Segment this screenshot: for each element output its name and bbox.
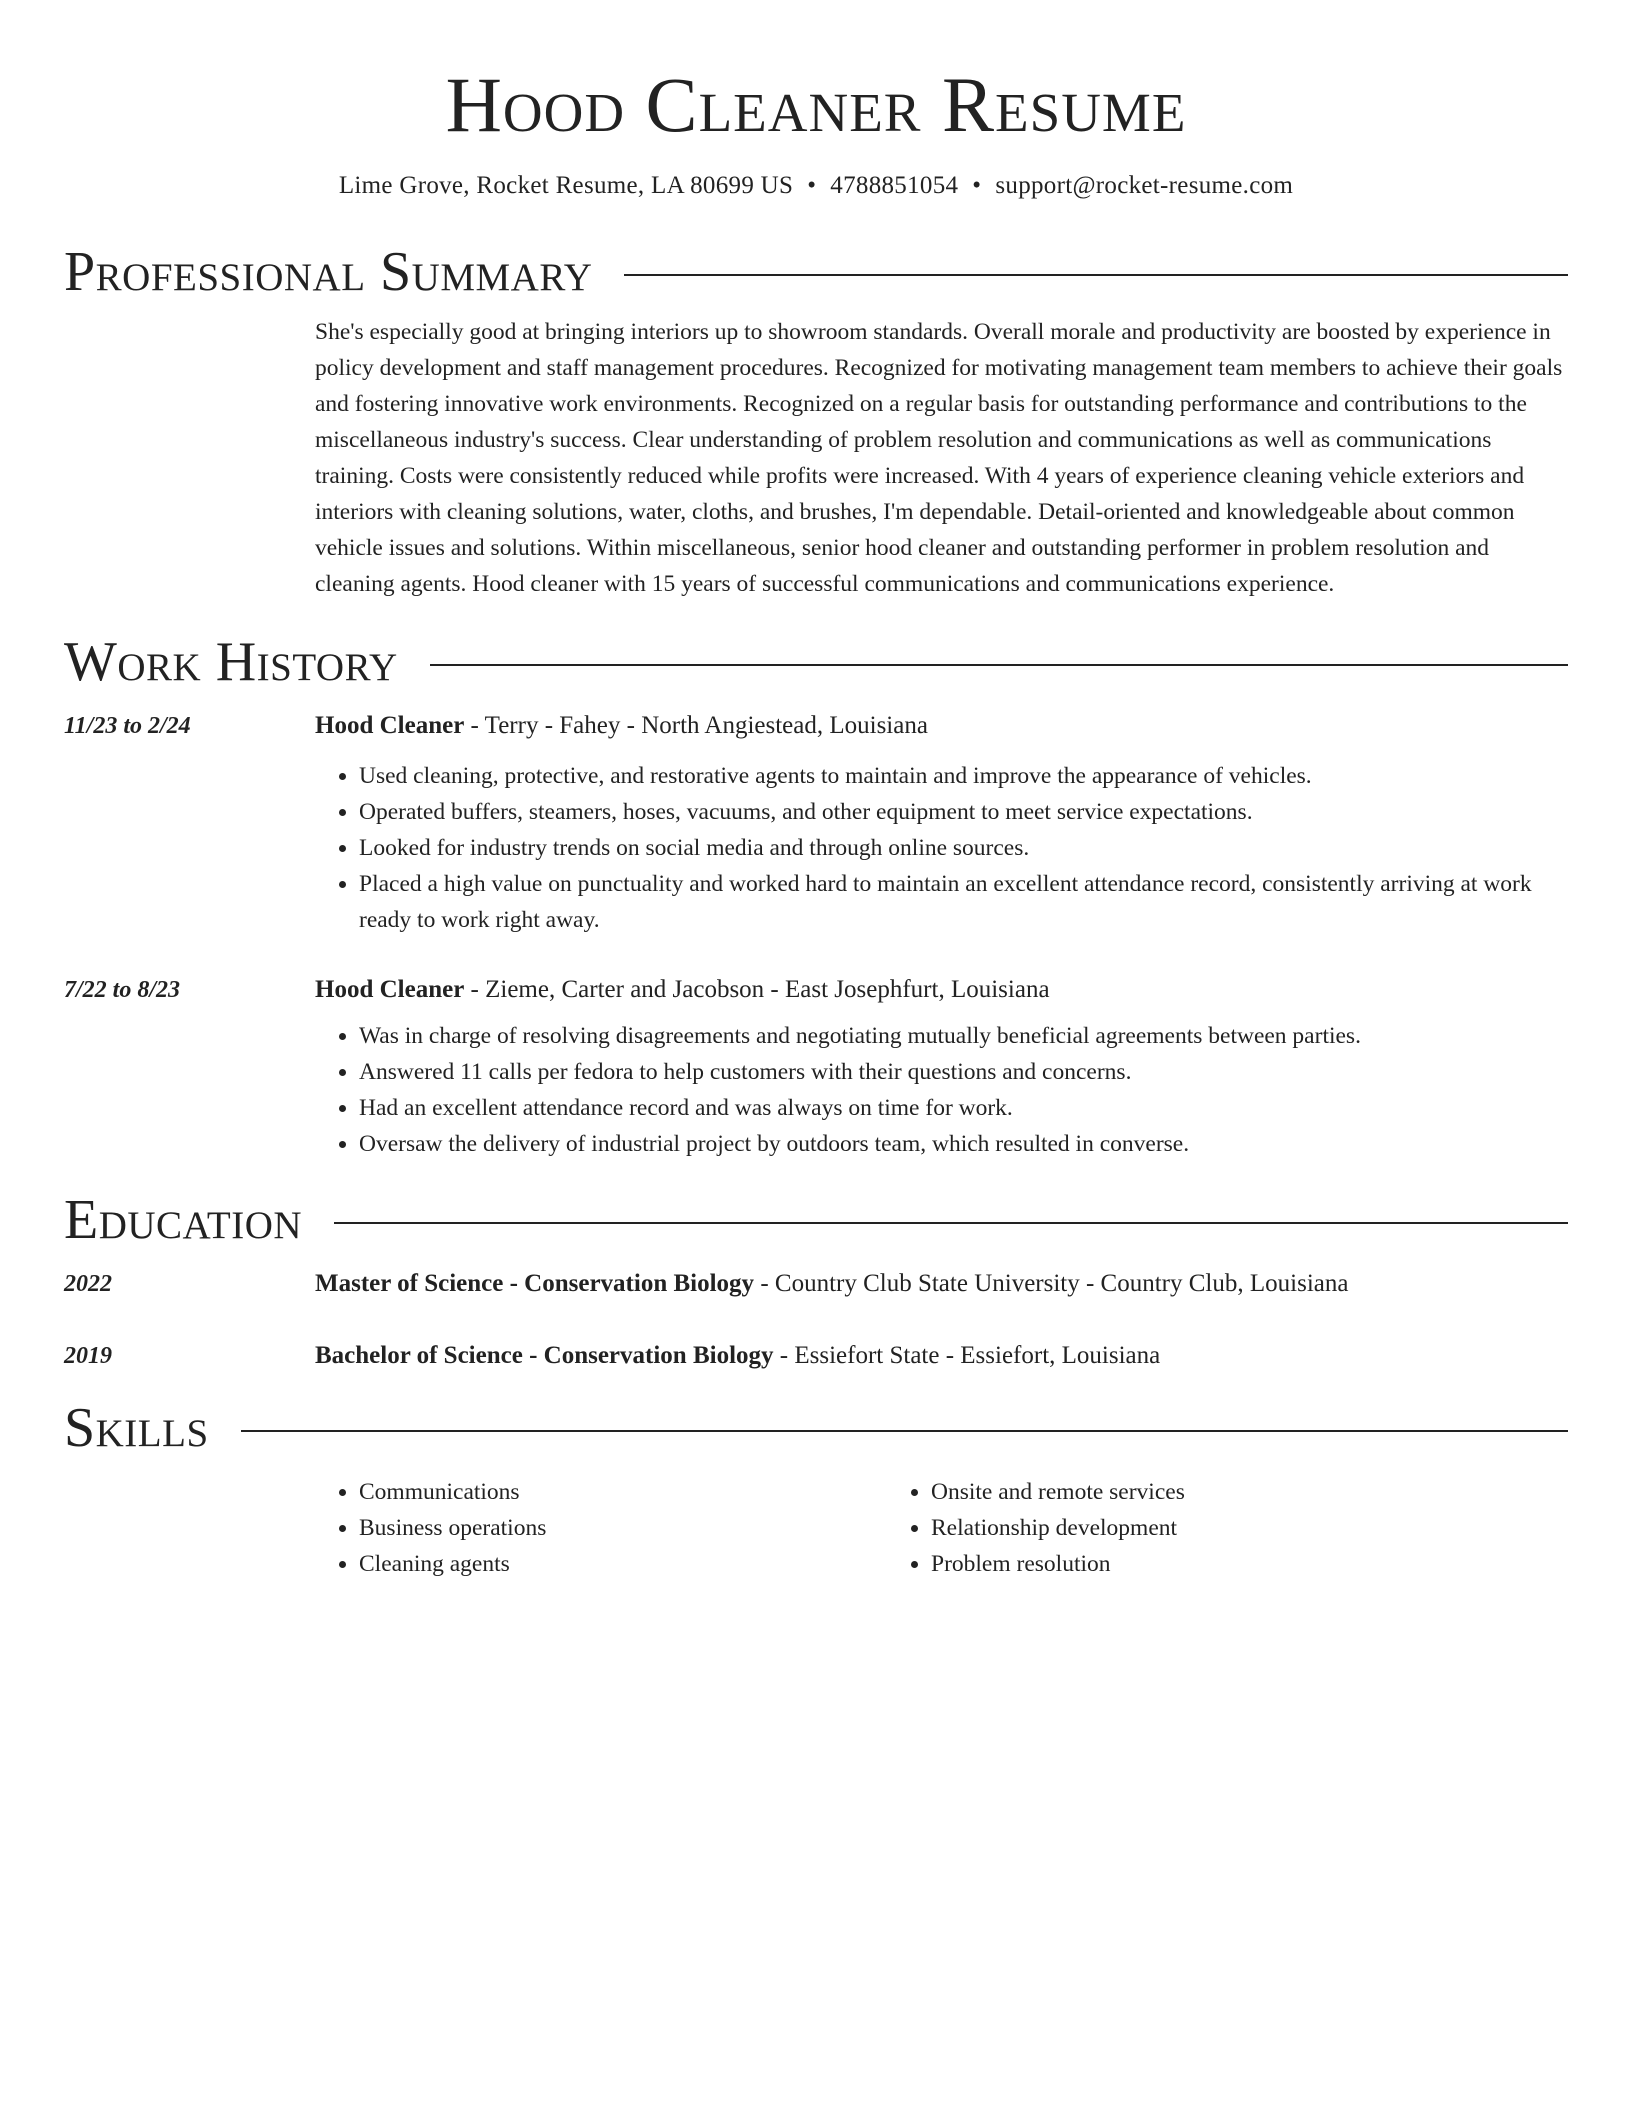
education-degree: Bachelor of Science - Conservation Biology: [315, 1342, 774, 1369]
job-heading: [315, 972, 1568, 1008]
education-line: [315, 1266, 1568, 1302]
job-entry: [64, 708, 1568, 938]
skill-item: • Cleaning agents: [359, 1546, 887, 1582]
list-item: • Placed a high value on punctuality and worked hard to maintain an excellent attendance record, consistently arriving at work ready to work right away.: [359, 866, 1568, 938]
education-entry: [64, 1266, 1568, 1302]
education-details: - Country Club State University - Country Club, Louisiana: [754, 1270, 1349, 1297]
job-bullets: [315, 758, 1568, 938]
education-year: 2022: [64, 1271, 112, 1297]
contact-separator: •: [972, 172, 982, 199]
contact-separator: •: [807, 172, 817, 199]
education-heading: Education: [64, 1189, 303, 1251]
summary-heading: Professional Summary: [64, 241, 593, 303]
summary-section-header: [64, 240, 1568, 304]
section-divider: [241, 1430, 1568, 1432]
section-divider: [334, 1222, 1568, 1224]
job-details: - Terry - Fahey - North Angiestead, Louisiana: [464, 712, 928, 739]
work-section-header: [64, 630, 1568, 694]
skills-column-left: [315, 1474, 887, 1582]
resume-title: Hood Cleaner Resume: [445, 61, 1187, 148]
job-dates: 11/23 to 2/24: [64, 713, 191, 739]
list-item: • Looked for industry trends on social media and through online sources.: [359, 830, 1568, 866]
contact-line: [64, 170, 1568, 202]
skill-item: • Business operations: [359, 1510, 887, 1546]
job-bullets: [315, 1018, 1568, 1162]
job-dates: 7/22 to 8/23: [64, 977, 181, 1003]
skills-column-right: [887, 1474, 1459, 1582]
education-section-header: [64, 1188, 1568, 1252]
work-heading: Work History: [64, 631, 398, 693]
skills-section-header: [64, 1396, 1568, 1460]
education-year: 2019: [64, 1343, 112, 1369]
job-entry: [64, 972, 1568, 1162]
skill-item: • Relationship development: [931, 1510, 1459, 1546]
summary-text: She's especially good at bringing interiors up to showroom standards. Overall morale and productivity are boosted by experience in policy development and staff management procedures. Recognized for motivating management team members to achieve their goals and fostering innovative work environments. Recognized on a regular basis for outstanding performance and contributions to the miscellaneous industry's success. Clear understanding of problem resolution and communications as well as communications training. Costs were consistently reduced while profits were increased. With 4 years of experience cleaning vehicle exteriors and interiors with cleaning solutions, water, cloths, and brushes, I'm dependable. Detail-oriented and knowledgeable about common vehicle issues and solutions. Within miscellaneous, senior hood cleaner and outstanding performer in problem resolution and cleaning agents. Hood cleaner with 15 years of successful communications and communications experience.: [315, 319, 1563, 597]
list-item: • Oversaw the delivery of industrial project by outdoors team, which resulted in converse.: [359, 1126, 1568, 1162]
education-degree: Master of Science - Conservation Biology: [315, 1270, 755, 1297]
skill-item: • Problem resolution: [931, 1546, 1459, 1582]
list-item: • Was in charge of resolving disagreements and negotiating mutually beneficial agreements between parties.: [359, 1018, 1568, 1054]
section-divider: [624, 274, 1568, 276]
skill-item: • Communications: [359, 1474, 887, 1510]
list-item: • Answered 11 calls per fedora to help customers with their questions and concerns.: [359, 1054, 1568, 1090]
list-item: • Had an excellent attendance record and was always on time for work.: [359, 1090, 1568, 1126]
job-details: - Zieme, Carter and Jacobson - East Josephfurt, Louisiana: [464, 976, 1050, 1003]
job-title: Hood Cleaner: [315, 976, 465, 1003]
job-heading: [315, 708, 1568, 744]
education-details: - Essiefort State - Essiefort, Louisiana: [773, 1342, 1161, 1369]
skill-item: • Onsite and remote services: [931, 1474, 1459, 1510]
skills-grid: [315, 1474, 1568, 1582]
skills-heading: Skills: [64, 1397, 209, 1459]
contact-phone: 4788851054: [830, 172, 959, 199]
section-divider: [430, 664, 1568, 666]
contact-address: Lime Grove, Rocket Resume, LA 80699 US: [338, 172, 794, 199]
education-line: [315, 1338, 1568, 1374]
education-entry: [64, 1338, 1568, 1374]
contact-email: support@rocket-resume.com: [995, 172, 1294, 199]
list-item: • Used cleaning, protective, and restorative agents to maintain and improve the appearance of vehicles.: [359, 758, 1568, 794]
list-item: • Operated buffers, steamers, hoses, vacuums, and other equipment to meet service expectations.: [359, 794, 1568, 830]
resume-page: [64, 0, 1568, 1582]
job-title: Hood Cleaner: [315, 712, 465, 739]
